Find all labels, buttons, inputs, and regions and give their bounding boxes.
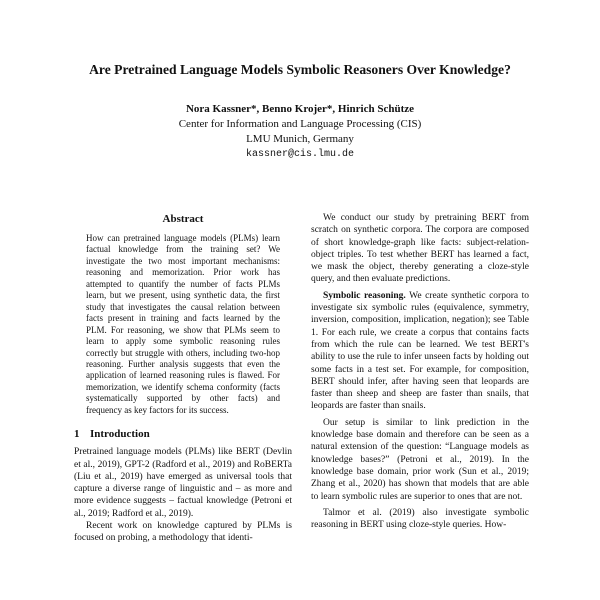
right-paragraph-1: We conduct our study by pretraining BERT from scratch on synthetic corpora. The corpora are composed of short knowledge-graph like facts: subject-relation-object triples. To test whether BERT has learned a fact, we mask the object, thereby generating a cloze-style query, and then evaluate predictions. [311, 213, 529, 285]
intro-paragraph-2: Recent work on knowledge captured by PLMs is focused on probing, a methodology that identi- [74, 521, 292, 544]
section-title: Introduction [90, 428, 150, 441]
abstract-text: How can pretrained language models (PLMs) learn factual knowledge from the training set? We investigate the two most important mechanisms: reasoning and memorization. Prior work has attempted to quantify the number of facts PLMs learn, but we present, using synthetic data, the first study that investigates the causal relation between facts present in training and facts learned by the PLM. For reasoning, we show that PLMs seem to learn to apply some symbolic reasoning rules correctly but struggle with others, including two-hop reasoning. Further analysis suggests that even the application of learned reasoning rules is flawed. For memorization, we identify schema conformity (facts systematically supported by other facts) and frequency as key factors for its success. [86, 233, 280, 415]
author-location: LMU Munich, Germany [246, 133, 354, 145]
left-column [74, 212, 292, 545]
right-paragraph-2-text: We create synthetic corpora to investigate six symbolic rules (equivalence, symmetry, inversion, composition, implication, negation); see Table 1. For each rule, we create a corpus that contains facts from which the rule can be learned. We test BERT's ability to use the rule to infer unseen facts by holding out some facts in a test set. For example, for composition, BERT should infer, after having seen that leopards are faster than sheep and sheep are faster than snails, that leopards are faster than snails. [311, 290, 529, 412]
paper-title: Are Pretrained Language Models Symbolic Reasoners Over Knowledge? [89, 62, 511, 77]
author-block [0, 102, 600, 162]
author-affiliation: Center for Information and Language Processing (CIS) [178, 118, 422, 130]
section-number: 1 [74, 428, 80, 441]
right-paragraph-3: Our setup is similar to link prediction in the knowledge base domain and therefore can be seen as a natural extension of the question: “Language models as knowledge bases?” (Petroni et al., 2019). In the knowledge base domain, prior work (Sun et al., 2019; Zhang et al., 2020) has shown that models that are able to learn symbolic rules are superior to ones that are not. [311, 417, 529, 502]
section-heading-introduction [74, 427, 292, 441]
author-email: kassner@cis.lmu.de [245, 149, 355, 160]
runin-heading-symbolic-reasoning: Symbolic reasoning. [323, 290, 406, 301]
right-paragraph-2 [311, 290, 529, 413]
right-column [311, 212, 529, 531]
author-names: Nora Kassner*, Benno Krojer*, Hinrich Schütze [185, 103, 415, 115]
intro-paragraph-1: Pretrained language models (PLMs) like BERT (Devlin et al., 2019), GPT-2 (Radford et al., 2019) and RoBERTa (Liu et al., 2019) have emerged as universal tools that capture a diverse range of linguistic and – as more and more evidence suggests – factual knowledge (Petroni et al., 2019; Radford et al., 2019). [74, 447, 292, 519]
right-paragraph-4: Talmor et al. (2019) also investigate symbolic reasoning in BERT using cloze-style queries. How- [311, 507, 529, 531]
abstract-heading: Abstract [162, 213, 204, 225]
